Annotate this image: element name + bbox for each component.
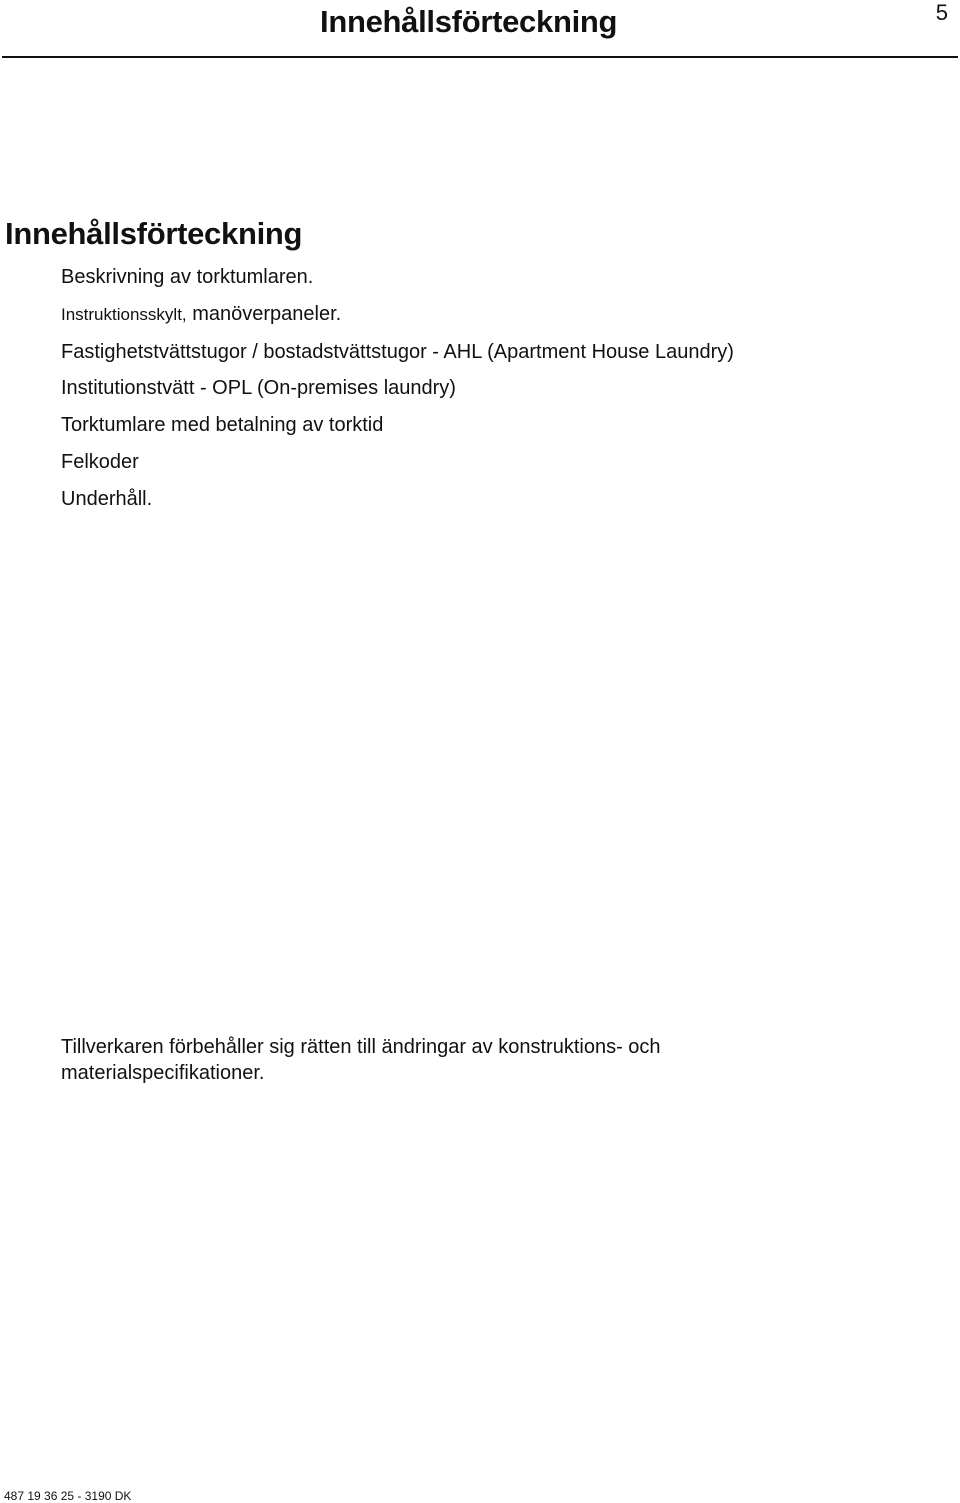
page-number: 5 — [935, 0, 948, 25]
header-divider — [2, 56, 958, 58]
toc-item-text: manöverpaneler. — [192, 303, 342, 325]
toc-item: Underhåll. — [61, 488, 153, 510]
document-code: 487 19 36 25 - 3190 DK — [4, 1489, 132, 1503]
toc-item: Torktumlare med betalning av torktid — [61, 414, 384, 436]
toc-item: Beskrivning av torktumlaren. — [61, 266, 314, 288]
toc-item-prefix: Instruktionsskylt, — [61, 305, 187, 324]
toc-item: Institutionstvätt - OPL (On-premises laundry) — [61, 377, 456, 399]
manufacturer-disclaimer: Tillverkaren förbehåller sig rätten till ändringar av konstruktions- och materialspecifikationer. — [61, 1036, 661, 1084]
toc-list — [61, 264, 781, 512]
toc-item: Felkoder — [61, 451, 139, 473]
toc-heading: Innehållsförteckning — [5, 216, 303, 251]
running-header-title: Innehållsförteckning — [320, 4, 618, 39]
toc-item: Fastighetstvättstugor / bostadstvättstugor - AHL (Apartment House Laundry) — [61, 341, 734, 363]
toc-item — [61, 301, 781, 328]
